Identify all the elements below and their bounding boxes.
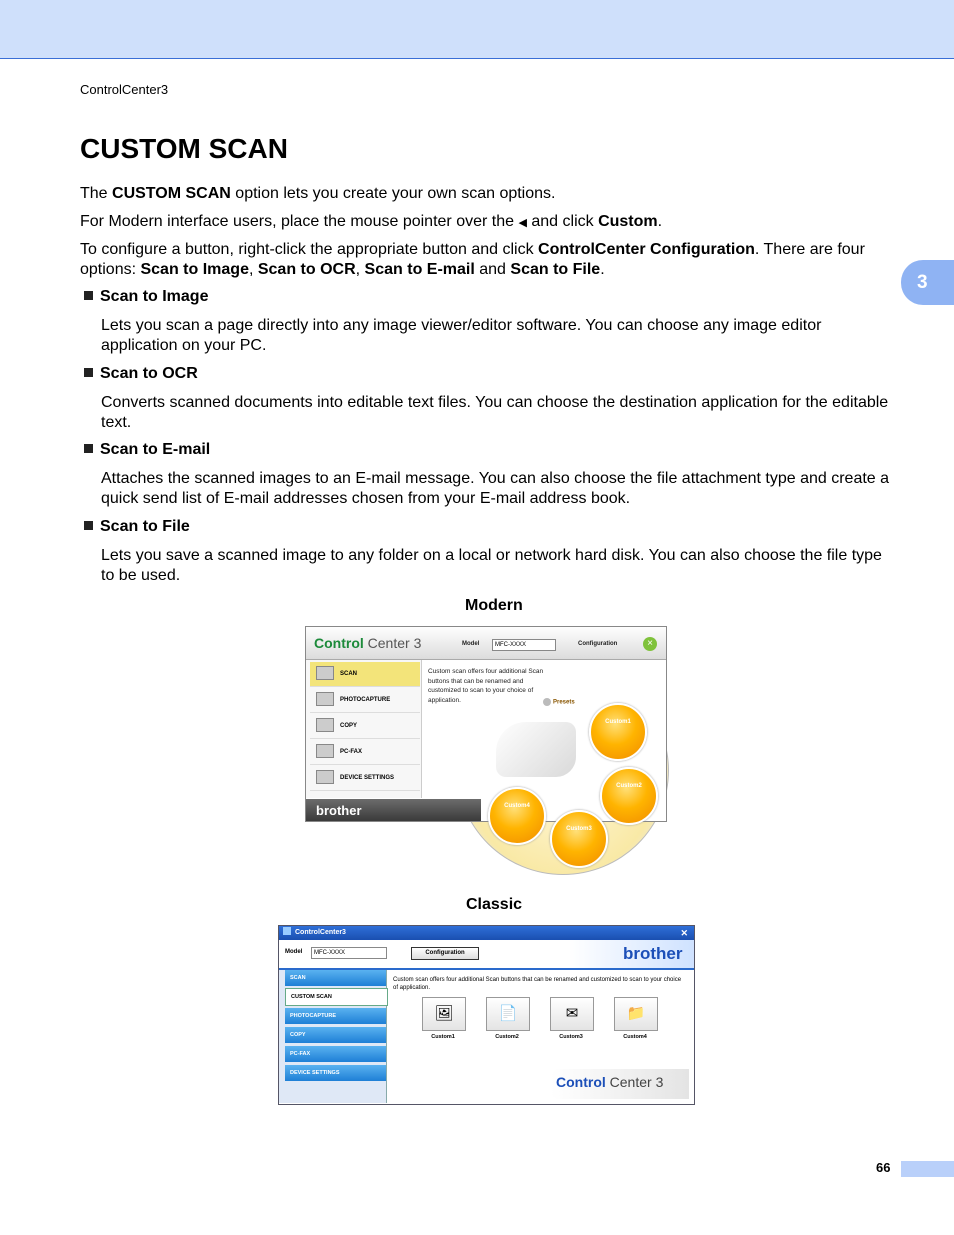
brother-logo: brother	[623, 944, 683, 963]
bullet-square-icon	[84, 444, 93, 453]
bullet-scan-to-file: Scan to File	[84, 518, 190, 536]
custom2-label: Custom2	[495, 1034, 519, 1040]
model-select[interactable]: MFC-XXXX	[311, 947, 387, 959]
camera-icon	[316, 692, 334, 706]
custom3-button[interactable]: Custom3	[550, 810, 608, 868]
configuration-button[interactable]: Configuration	[411, 947, 479, 960]
sidebar-item-device-settings[interactable]: DEVICE SETTINGS	[310, 766, 420, 791]
modern-interface-screenshot	[305, 626, 667, 874]
sidebar-item-scan[interactable]: SCAN	[310, 662, 420, 687]
custom2-button[interactable]: Custom2	[600, 767, 658, 825]
bullet-square-icon	[84, 521, 93, 530]
custom3-label: Custom3	[559, 1034, 583, 1040]
app-icon	[283, 927, 291, 935]
scan-to-file-text: Lets you save a scanned image to any folder on a local or network hard disk. You can also choose the file type to be used.	[101, 547, 882, 584]
custom1-button[interactable]	[422, 997, 466, 1031]
scan-to-ocr-text: Converts scanned documents into editable text files. You can choose the destination application for the editable text.	[101, 394, 889, 431]
custom4-button[interactable]	[614, 997, 658, 1031]
custom4-label: Custom4	[623, 1034, 647, 1040]
fax-icon	[316, 744, 334, 758]
custom1-label: Custom1	[431, 1034, 455, 1040]
modern-instruction-paragraph: For Modern interface users, place the mouse pointer over the ◀ and click Custom.	[80, 213, 663, 230]
brother-logo: brother	[316, 803, 362, 818]
model-select[interactable]: MFC-XXXX	[492, 639, 556, 651]
modern-caption: Modern	[465, 597, 523, 614]
bullet-scan-to-ocr: Scan to OCR	[84, 365, 198, 383]
custom4-button[interactable]: Custom4	[488, 787, 546, 845]
custom1-button[interactable]: Custom1	[589, 703, 647, 761]
classic-description: Custom scan offers four additional Scan buttons that can be renamed and customized to scan to your choice of application.	[393, 977, 682, 991]
modern-sidebar	[306, 660, 422, 798]
sidebar-item-copy[interactable]: COPY	[285, 1027, 386, 1043]
classic-titlebar: ControlCenter3 ✕	[279, 926, 694, 940]
sidebar-item-pc-fax[interactable]: PC-FAX	[310, 740, 420, 765]
settings-icon	[316, 770, 334, 784]
custom3-button[interactable]	[550, 997, 594, 1031]
section-title: CUSTOM SCAN	[80, 133, 288, 164]
scanner-icon	[316, 666, 334, 680]
sidebar-item-scan[interactable]: SCAN	[285, 970, 386, 986]
model-label: Model	[285, 949, 303, 955]
classic-caption: Classic	[466, 896, 523, 913]
running-title: ControlCenter3	[80, 82, 169, 97]
sidebar-item-photocapture[interactable]: PHOTOCAPTURE	[285, 1008, 386, 1024]
intro-paragraph: The CUSTOM SCAN option lets you create your own scan options.	[80, 185, 556, 202]
sidebar-item-photocapture[interactable]: PHOTOCAPTURE	[310, 688, 420, 713]
image-icon: 🖼	[434, 1005, 454, 1022]
bullet-square-icon	[84, 291, 93, 300]
hand-image	[496, 722, 576, 777]
sidebar-item-device-settings[interactable]: DEVICE SETTINGS	[285, 1065, 386, 1081]
bullet-scan-to-email: Scan to E-mail	[84, 441, 210, 459]
envelope-icon: ✉	[565, 1005, 579, 1022]
page-number: 66	[876, 1160, 891, 1175]
sidebar-item-custom-scan[interactable]: CUSTOM SCAN	[285, 988, 388, 1006]
modern-description: Custom scan offers four additional Scan buttons that can be renamed and customized to scan to your choice of application.	[428, 668, 544, 704]
model-label: Model	[462, 641, 480, 647]
configure-paragraph: To configure a button, right-click the appropriate button and click ControlCenter Configuration. There are four options: Scan to Image, Scan to OCR, Scan to E-mail and Scan to File.	[80, 241, 865, 278]
chapter-tab: 3	[901, 260, 954, 305]
back-arrow-icon	[543, 698, 551, 706]
close-icon[interactable]: ✕	[680, 928, 688, 938]
controlcenter-logo: Control Center 3	[314, 635, 422, 651]
presets-button[interactable]: Presets	[543, 698, 575, 706]
sidebar-item-pc-fax[interactable]: PC-FAX	[285, 1046, 386, 1062]
custom2-button[interactable]	[486, 997, 530, 1031]
modern-header	[306, 627, 666, 660]
controlcenter-logo: Control Center 3	[551, 1069, 689, 1099]
header-band	[0, 0, 954, 59]
close-icon[interactable]: ×	[643, 637, 657, 651]
classic-toolbar	[279, 940, 694, 970]
page-number-tab	[901, 1161, 954, 1177]
modern-footer	[306, 799, 481, 821]
classic-sidebar	[279, 970, 387, 1103]
configuration-button[interactable]: Configuration	[578, 641, 618, 647]
copier-icon	[316, 718, 334, 732]
bullet-scan-to-image: Scan to Image	[84, 288, 208, 306]
sidebar-item-copy[interactable]: COPY	[310, 714, 420, 739]
scan-to-email-text: Attaches the scanned images to an E-mail message. You can also choose the file attachment type and create a quick send list of E-mail addresses chosen from your E-mail address book.	[101, 470, 890, 507]
classic-interface-screenshot	[278, 925, 695, 1105]
left-arrow-icon: ◀	[518, 217, 527, 229]
scan-to-image-text: Lets you scan a page directly into any image viewer/editor software. You can choose any image editor application on your PC.	[101, 317, 822, 354]
document-icon: 📄	[498, 1005, 518, 1022]
bullet-square-icon	[84, 368, 93, 377]
folder-icon: 📁	[626, 1005, 646, 1022]
